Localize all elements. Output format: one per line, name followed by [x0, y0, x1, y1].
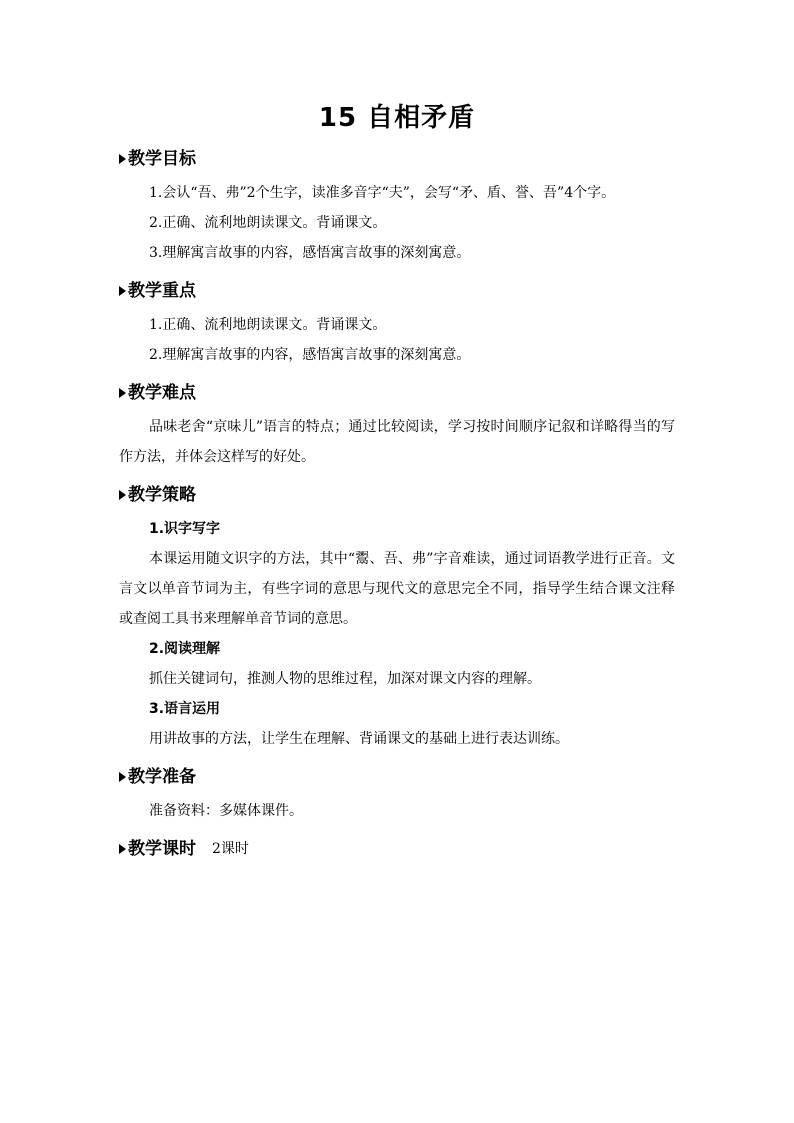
- triangle-bullet-icon: [119, 772, 126, 782]
- lesson-title: 15 自相矛盾: [318, 103, 476, 133]
- section-heading-preparation: [119, 764, 675, 790]
- section-heading-label: 教学难点: [128, 383, 196, 403]
- section-heading-label: 教学策略: [128, 485, 196, 505]
- triangle-bullet-icon: [119, 490, 126, 500]
- strategy-text-language: 用讲故事的方法，让学生在理解、背诵课文的基础上进行表达训练。: [149, 731, 569, 747]
- objective-item: 2.正确、流利地朗读课文。背诵课文。: [149, 215, 387, 231]
- strategy-subheading-literacy: 1.识字写字: [149, 521, 221, 537]
- document-body: [119, 146, 675, 868]
- triangle-bullet-icon: [119, 388, 126, 398]
- key-point-item: 2.理解寓言故事的内容，感悟寓言故事的深刻寓意。: [149, 347, 471, 363]
- section-heading-hours: [119, 836, 675, 862]
- section-heading-difficulties: [119, 380, 675, 406]
- strategy-subheading-language: 3.语言运用: [149, 701, 221, 717]
- preparation-text: 准备资料：多媒体课件。: [149, 803, 303, 819]
- class-hours-value: 2课时: [212, 841, 249, 857]
- section-heading-objectives: [119, 146, 675, 172]
- section-heading-label: 教学重点: [128, 281, 196, 301]
- strategy-text-reading: 抓住关键词句，推测人物的思维过程，加深对课文内容的理解。: [149, 671, 541, 687]
- strategy-text-literacy: 本课运用随文识字的方法，其中“鬻、吾、弗”字音难读，通过词语教学进行正音。文言文以单音节词为主，有些字词的意思与现代文的意思完全不同，指导学生结合课文注释或查阅工具书来理解单音节词的意思。: [119, 551, 675, 627]
- section-heading-label: 教学课时: [128, 839, 196, 859]
- key-point-item: 1.正确、流利地朗读课文。背诵课文。: [149, 317, 387, 333]
- section-heading-strategies: [119, 482, 675, 508]
- section-heading-label: 教学准备: [128, 767, 196, 787]
- objective-item: 3.理解寓言故事的内容，感悟寓言故事的深刻寓意。: [149, 245, 471, 261]
- triangle-bullet-icon: [119, 286, 126, 296]
- objective-item: 1.会认“吾、弗”2个生字，读准多音字“夫”，会写“矛、盾、誉、吾”4个字。: [149, 185, 616, 201]
- triangle-bullet-icon: [119, 154, 126, 164]
- section-heading-key-points: [119, 278, 675, 304]
- section-heading-label: 教学目标: [128, 149, 196, 169]
- difficulties-text: 品味老舍“京味儿”语言的特点；通过比较阅读，学习按时间顺序记叙和详略得当的写作方法，并体会这样写的好处。: [119, 419, 675, 465]
- strategy-subheading-reading: 2.阅读理解: [149, 641, 221, 657]
- triangle-bullet-icon: [119, 844, 126, 854]
